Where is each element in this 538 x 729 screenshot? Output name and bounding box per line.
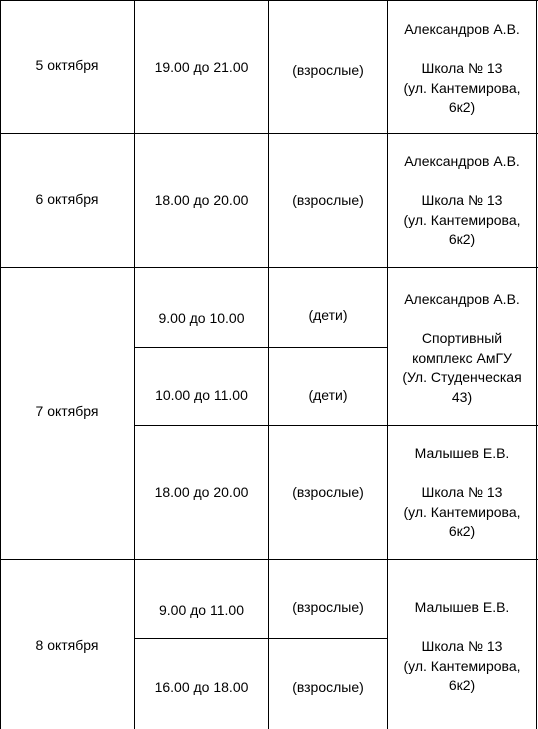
row-divider	[0, 133, 538, 134]
place-line: (ул. Кантемирова,	[403, 503, 521, 520]
group-cell: (дети)	[308, 307, 348, 323]
time-cell: 9.00 до 10.00	[158, 310, 245, 326]
place-line: Школа № 13	[421, 60, 503, 76]
table-border-left	[0, 0, 1, 729]
date-cell: 5 октября	[35, 57, 99, 73]
coach-place-cell	[388, 20, 536, 118]
place-line: 6к2)	[448, 677, 476, 693]
time-cell: 18.00 до 20.00	[154, 192, 249, 208]
column-divider	[268, 0, 269, 729]
date-cell: 7 октября	[35, 403, 99, 419]
group-cell: (дети)	[308, 387, 348, 403]
group-cell: (взрослые)	[292, 192, 364, 208]
place-line: 6к2)	[448, 99, 476, 115]
place-line: (ул. Кантемирова,	[403, 211, 521, 228]
coach-name: Малышев Е.В.	[414, 445, 510, 461]
table-border-right	[536, 0, 537, 729]
place-line: Школа № 13	[421, 192, 503, 208]
time-cell: 19.00 до 21.00	[154, 59, 249, 75]
place-line: Спортивный	[421, 330, 503, 346]
place-line: комплекс АмГУ	[412, 349, 512, 366]
row-divider	[134, 425, 538, 426]
place-line: (ул. Кантемирова,	[403, 79, 521, 96]
time-cell: 18.00 до 20.00	[154, 484, 249, 500]
coach-place-cell	[388, 152, 536, 250]
coach-place-cell	[388, 290, 536, 407]
group-cell: (взрослые)	[292, 62, 364, 78]
date-cell: 8 октября	[35, 637, 99, 653]
time-cell: 10.00 до 11.00	[155, 387, 248, 403]
coach-name: Малышев Е.В.	[414, 599, 510, 615]
time-cell: 16.00 до 18.00	[154, 679, 249, 695]
coach-place-cell	[388, 444, 536, 542]
row-divider	[134, 638, 388, 639]
place-line: (ул. Кантемирова,	[403, 657, 521, 674]
date-cell: 6 октября	[35, 191, 99, 207]
place-line: 6к2)	[448, 231, 476, 247]
place-line: (Ул. Студенческая	[402, 369, 522, 385]
group-cell: (взрослые)	[292, 679, 364, 695]
place-line: Школа № 13	[421, 484, 503, 500]
group-cell: (взрослые)	[292, 599, 364, 615]
coach-name: Александров А.В.	[404, 153, 520, 169]
coach-place-cell	[388, 598, 536, 696]
place-line: 43)	[451, 388, 473, 405]
group-cell: (взрослые)	[292, 484, 364, 500]
place-line: 6к2)	[448, 523, 476, 539]
coach-name: Александров А.В.	[404, 21, 520, 37]
row-divider	[134, 347, 388, 348]
table-border-top	[0, 0, 538, 1]
row-divider	[0, 267, 538, 268]
coach-name: Александров А.В.	[404, 291, 520, 307]
row-divider	[0, 559, 538, 560]
time-cell: 9.00 до 11.00	[159, 602, 244, 618]
place-line: Школа № 13	[421, 638, 503, 654]
